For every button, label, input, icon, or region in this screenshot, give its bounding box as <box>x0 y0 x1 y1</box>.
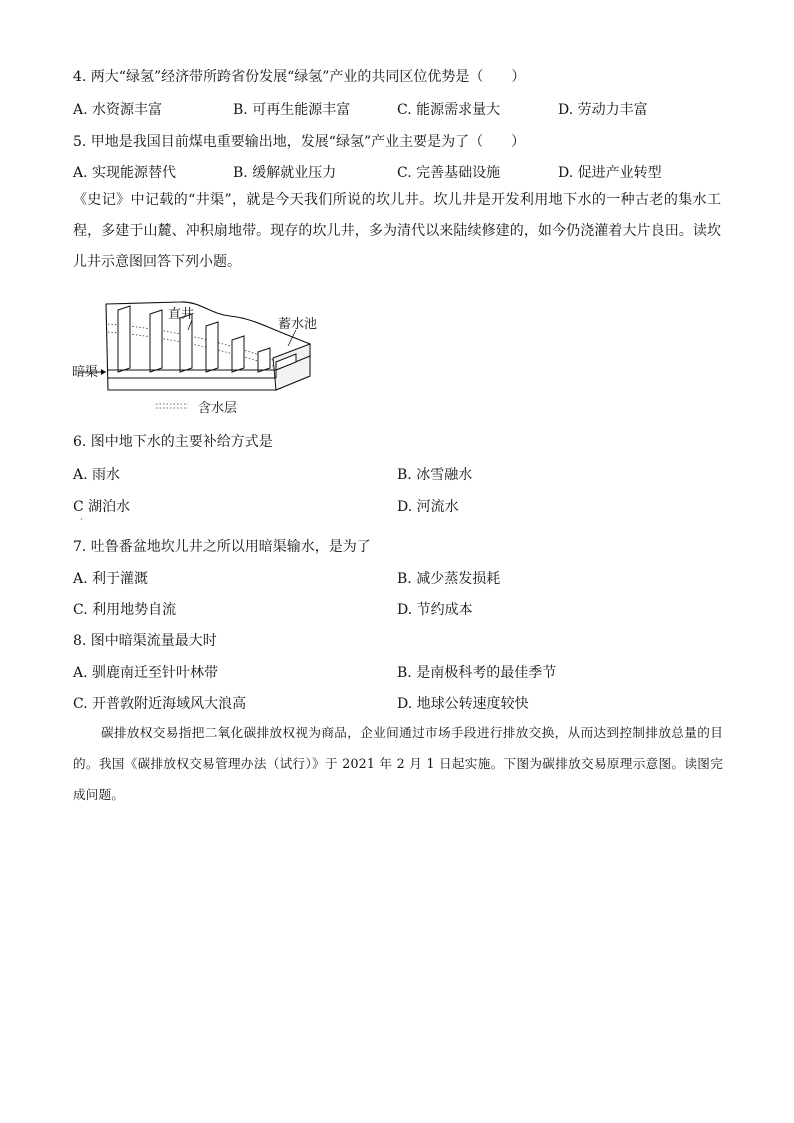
question-7-option-a: A. 利于灌溉 <box>73 571 149 587</box>
question-4-option-c: C. 能源需求量大 <box>397 102 501 118</box>
karez-diagram <box>70 296 340 420</box>
question-6-option-c: C 湖泊水 <box>73 499 131 515</box>
question-5-option-d: D. 促进产业转型 <box>558 165 662 181</box>
question-4-option-d: D. 劳动力丰富 <box>558 102 648 118</box>
question-6-stem: 6. 图中地下水的主要补给方式是 <box>73 434 273 450</box>
question-7-option-d: D. 节约成本 <box>397 602 473 618</box>
question-5-stem: 5. 甲地是我国目前煤电重要输出地，发展“绿氢”产业主要是为了（ ） <box>73 134 526 150</box>
label-vertical-well: 直井 <box>168 307 195 322</box>
question-8-option-b: B. 是南极科考的最佳季节 <box>397 665 557 681</box>
stray-dot: · <box>80 515 83 524</box>
question-5-option-b: B. 缓解就业压力 <box>233 165 337 181</box>
question-8-option-d: D. 地球公转速度较快 <box>397 696 529 712</box>
question-8-option-c: C. 开普敦附近海域风大浪高 <box>73 696 247 712</box>
question-5-option-c: C. 完善基础设施 <box>397 165 501 181</box>
question-7-stem: 7. 吐鲁番盆地坎儿井之所以用暗渠输水，是为了 <box>73 539 371 555</box>
question-5-option-a: A. 实现能源替代 <box>73 165 177 181</box>
question-8-stem: 8. 图中暗渠流量最大时 <box>73 633 217 649</box>
label-underground-canal: 暗渠 <box>72 365 99 380</box>
question-4-option-a: A. 水资源丰富 <box>73 102 163 118</box>
question-6-option-a: A. 雨水 <box>73 467 121 483</box>
label-storage-pool: 蓄水池 <box>278 317 318 332</box>
label-aquifer: 含水层 <box>198 401 238 416</box>
question-6-option-d: D. 河流水 <box>397 499 459 515</box>
carbon-trading-passage: 碳排放权交易指把二氧化碳排放权视为商品，企业间通过市场手段进行排放交换，从而达到控制排放总量的目的。我国《碳排放权交易管理办法（试行）》于 2021 年 2 月 1 日起实施。下图为碳排放交易原理示意图。读图完成问题。 <box>73 725 723 802</box>
question-4-option-b: B. 可再生能源丰富 <box>233 102 351 118</box>
question-4-stem: 4. 两大“绿氢”经济带所跨省份发展“绿氢”产业的共同区位优势是（ ） <box>73 69 526 85</box>
question-7-option-b: B. 减少蒸发损耗 <box>397 571 501 587</box>
karez-passage: 《史记》中记载的“井渠”，就是今天我们所说的坎儿井。坎儿井是开发利用地下水的一种古老的集水工程，多建于山麓、冲积扇地带。现存的坎儿井，多为清代以来陆续修建的，如今仍浇灌着大片良田。读坎儿井示意图回答下列小题。 <box>73 192 721 270</box>
question-7-option-c: C. 利用地势自流 <box>73 602 177 618</box>
question-8-option-a: A. 驯鹿南迁至针叶林带 <box>73 665 219 681</box>
question-6-option-b: B. 冰雪融水 <box>397 467 473 483</box>
